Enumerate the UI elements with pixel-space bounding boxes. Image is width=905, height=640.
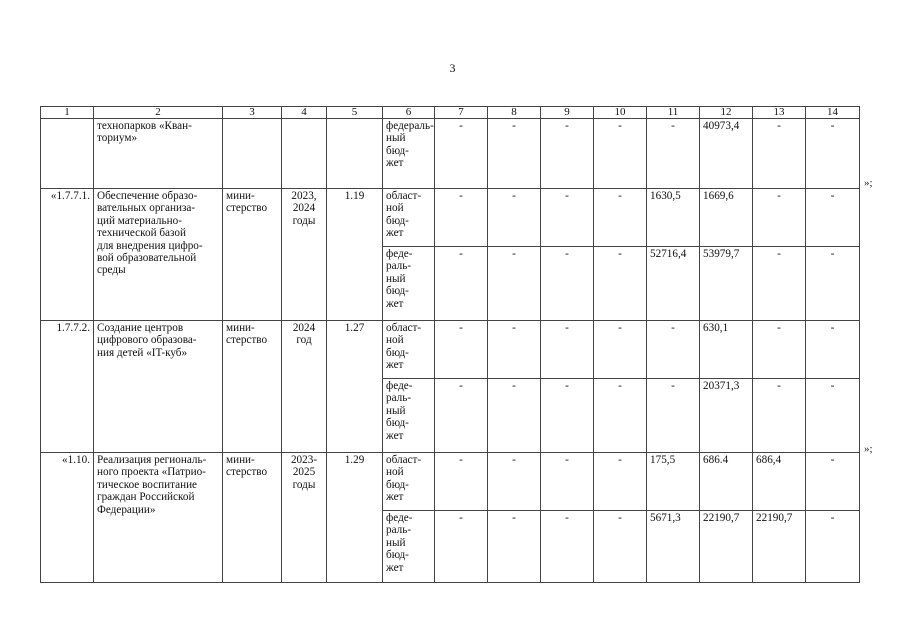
value-cell: 686.4 [700, 453, 753, 511]
value-cell: - [541, 511, 594, 583]
column-header: 12 [700, 107, 753, 119]
value-cell: - [488, 247, 541, 321]
value-cell: - [488, 511, 541, 583]
value-cell: - [753, 321, 806, 379]
executor-cell: мини- стерство [223, 453, 282, 583]
value-cell: - [594, 119, 647, 189]
value-cell: 20371,3 [700, 379, 753, 453]
budget-source-cell: феде- раль- ный бюд- жет [383, 247, 435, 321]
executor-cell [223, 119, 282, 189]
value-cell: 175,5 [647, 453, 700, 511]
value-cell: 22190,7 [700, 511, 753, 583]
value-cell: - [435, 321, 488, 379]
value-cell: - [806, 119, 860, 189]
column-header: 6 [383, 107, 435, 119]
executor-cell: мини- стерство [223, 321, 282, 453]
event-name-cell: Реализация региональ- ного проекта «Патрио- тическое воспитание граждан Российской Федерации» [94, 453, 223, 583]
value-cell: - [541, 119, 594, 189]
value-cell: - [435, 247, 488, 321]
value-cell: - [647, 379, 700, 453]
budget-source-cell: феде- раль- ный бюд- жет [383, 511, 435, 583]
column-header: 2 [94, 107, 223, 119]
budget-table [40, 106, 860, 583]
value-cell: - [806, 321, 860, 379]
value-cell: - [753, 247, 806, 321]
column-header: 13 [753, 107, 806, 119]
column-header: 4 [282, 107, 327, 119]
value-cell: - [435, 119, 488, 189]
event-name-cell: технопарков «Кван- ториум» [94, 119, 223, 189]
value-cell: - [488, 189, 541, 247]
value-cell: - [541, 189, 594, 247]
budget-source-cell: област- ной бюд- жет [383, 321, 435, 379]
value-cell: - [594, 453, 647, 511]
column-header: 14 [806, 107, 860, 119]
table-row [41, 119, 860, 189]
budget-source-cell: федераль- ный бюд- жет [383, 119, 435, 189]
value-cell: - [594, 189, 647, 247]
period-cell: 2023- 2025 годы [282, 453, 327, 583]
value-cell: - [435, 379, 488, 453]
value-cell: 630,1 [700, 321, 753, 379]
value-cell: - [435, 189, 488, 247]
value-cell: - [806, 379, 860, 453]
indicator-ref-cell: 1.29 [327, 453, 383, 583]
value-cell: - [753, 379, 806, 453]
value-cell: - [594, 511, 647, 583]
indicator-ref-cell: 1.19 [327, 189, 383, 321]
column-header: 11 [647, 107, 700, 119]
row-end-mark: »; [864, 177, 873, 189]
value-cell: 686,4 [753, 453, 806, 511]
column-header: 10 [594, 107, 647, 119]
value-cell: 1630,5 [647, 189, 700, 247]
column-header: 1 [41, 107, 94, 119]
value-cell: - [753, 119, 806, 189]
budget-source-cell: феде- раль- ный бюд- жет [383, 379, 435, 453]
value-cell: - [541, 321, 594, 379]
indicator-ref-cell: 1.27 [327, 321, 383, 453]
table-row [41, 321, 860, 379]
value-cell: - [488, 453, 541, 511]
value-cell: - [435, 453, 488, 511]
row-end-mark: »; [864, 443, 873, 455]
value-cell: 52716,4 [647, 247, 700, 321]
value-cell: - [806, 247, 860, 321]
row-number-cell: «1.7.7.1. [41, 189, 94, 321]
value-cell: - [488, 321, 541, 379]
event-name-cell: Создание центров цифрового образова- ния детей «IT-куб» [94, 321, 223, 453]
value-cell: 40973,4 [700, 119, 753, 189]
column-header: 8 [488, 107, 541, 119]
budget-source-cell: област- ной бюд- жет [383, 453, 435, 511]
column-header: 9 [541, 107, 594, 119]
value-cell: - [541, 247, 594, 321]
value-cell: - [806, 453, 860, 511]
indicator-ref-cell [327, 119, 383, 189]
value-cell: - [806, 511, 860, 583]
column-header: 3 [223, 107, 282, 119]
row-number-cell: 1.7.7.2. [41, 321, 94, 453]
value-cell: - [594, 379, 647, 453]
value-cell: - [594, 321, 647, 379]
table-row [41, 453, 860, 511]
page-number: 3 [449, 61, 456, 75]
value-cell: - [647, 321, 700, 379]
value-cell: - [806, 189, 860, 247]
value-cell: - [753, 189, 806, 247]
column-number-row [41, 107, 860, 119]
executor-cell: мини- стерство [223, 189, 282, 321]
value-cell: 22190,7 [753, 511, 806, 583]
value-cell: - [594, 247, 647, 321]
table-row [41, 189, 860, 247]
value-cell: - [488, 119, 541, 189]
value-cell: 53979,7 [700, 247, 753, 321]
period-cell: 2024 год [282, 321, 327, 453]
period-cell: 2023, 2024 годы [282, 189, 327, 321]
value-cell: - [647, 119, 700, 189]
row-number-cell: «1.10. [41, 453, 94, 583]
column-header: 5 [327, 107, 383, 119]
value-cell: - [488, 379, 541, 453]
value-cell: - [435, 511, 488, 583]
budget-source-cell: област- ной бюд- жет [383, 189, 435, 247]
period-cell [282, 119, 327, 189]
row-number-cell [41, 119, 94, 189]
value-cell: - [541, 453, 594, 511]
column-header: 7 [435, 107, 488, 119]
value-cell: 1669,6 [700, 189, 753, 247]
event-name-cell: Обеспечение образо- вательных организа- ций материально- технической базой для внедрения цифро- вой образовательной среды [94, 189, 223, 321]
value-cell: - [541, 379, 594, 453]
value-cell: 5671,3 [647, 511, 700, 583]
